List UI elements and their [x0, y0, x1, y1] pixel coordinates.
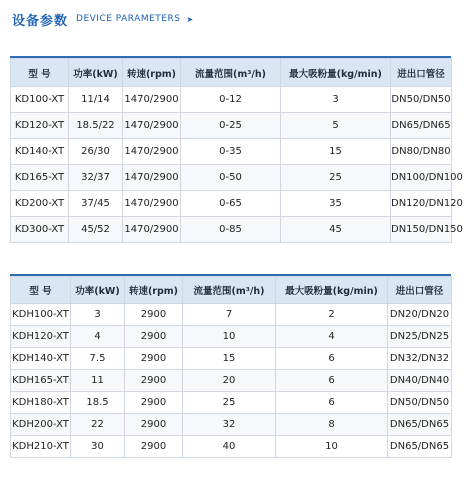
table-cell: 35: [281, 191, 391, 217]
table-cell: 2: [276, 304, 388, 326]
table-cell: 1470/2900: [123, 139, 181, 165]
table-cell: 0-35: [181, 139, 281, 165]
table-cell: KDH210-XT: [11, 436, 71, 458]
table-cell: KDH165-XT: [11, 370, 71, 392]
table-cell: 0-50: [181, 165, 281, 191]
table-cell: 4: [276, 326, 388, 348]
column-header: 最大吸粉量(kg/min): [276, 277, 388, 304]
column-header: 最大吸粉量(kg/min): [281, 59, 391, 87]
table-cell: 0-85: [181, 217, 281, 243]
table-cell: KD200-XT: [11, 191, 69, 217]
table-cell: 6: [276, 370, 388, 392]
table-cell: 7: [183, 304, 276, 326]
table-cell: KDH180-XT: [11, 392, 71, 414]
heading-en: DEVICE PARAMETERS: [76, 14, 181, 24]
table-cell: DN25/DN25: [388, 326, 452, 348]
table-row: [11, 87, 452, 113]
column-header: 进出口管径: [391, 59, 452, 87]
table-cell: 32/37: [69, 165, 123, 191]
params-table-kd: [10, 58, 463, 243]
table-row: [11, 304, 452, 326]
table-cell: DN20/DN20: [388, 304, 452, 326]
table-cell: KD120-XT: [11, 113, 69, 139]
table-cell: 11/14: [69, 87, 123, 113]
table-cell: 20: [183, 370, 276, 392]
table-cell: 2900: [125, 392, 183, 414]
table-cell: 25: [183, 392, 276, 414]
table-cell: 40: [183, 436, 276, 458]
table-cell: 7.5: [71, 348, 125, 370]
table-cell: DN65/DN65: [388, 414, 452, 436]
table-row: [11, 414, 452, 436]
table-cell: 37/45: [69, 191, 123, 217]
table-row: [11, 370, 452, 392]
table-cell: 2900: [125, 436, 183, 458]
table-cell: DN40/DN40: [388, 370, 452, 392]
column-header: 功率(kW): [69, 59, 123, 87]
table-cell: KDH200-XT: [11, 414, 71, 436]
column-header: 流量范围(m³/h): [183, 277, 276, 304]
table-cell: DN120/DN120: [391, 191, 452, 217]
table-cell: 15: [183, 348, 276, 370]
table-cell: 18.5/22: [69, 113, 123, 139]
section-heading: [12, 8, 193, 30]
table-header-row: [11, 59, 452, 87]
table-cell: DN50/DN50: [388, 392, 452, 414]
table-cell: 3: [71, 304, 125, 326]
table-cell: 18.5: [71, 392, 125, 414]
table-cell: DN32/DN32: [388, 348, 452, 370]
table-cell: 25: [281, 165, 391, 191]
params-table-kdh: [10, 276, 452, 458]
table-cell: 2900: [125, 304, 183, 326]
table-cell: 6: [276, 392, 388, 414]
table-header-row: [11, 277, 452, 304]
column-header: 功率(kW): [71, 277, 125, 304]
table-cell: 11: [71, 370, 125, 392]
table-row: [11, 217, 452, 243]
table-cell: KD300-XT: [11, 217, 69, 243]
table-cell: DN80/DN80: [391, 139, 452, 165]
table-cell: 3: [281, 87, 391, 113]
table-cell: 1470/2900: [123, 87, 181, 113]
column-header: 进出口管径: [388, 277, 452, 304]
column-header: 转速(rpm): [123, 59, 181, 87]
table-cell: 15: [281, 139, 391, 165]
table-cell: 0-12: [181, 87, 281, 113]
table-cell: 1470/2900: [123, 191, 181, 217]
table-cell: DN65/DN65: [391, 113, 452, 139]
table-row: [11, 165, 452, 191]
table-cell: DN50/DN50: [391, 87, 452, 113]
table-cell: 22: [71, 414, 125, 436]
table-cell: 2900: [125, 370, 183, 392]
table-cell: KDH120-XT: [11, 326, 71, 348]
table-cell: KD100-XT: [11, 87, 69, 113]
table-cell: KD140-XT: [11, 139, 69, 165]
table-cell: DN65/DN65: [388, 436, 452, 458]
table-cell: 2900: [125, 348, 183, 370]
column-header: 流量范围(m³/h): [181, 59, 281, 87]
table-cell: KD165-XT: [11, 165, 69, 191]
table-cell: KDH100-XT: [11, 304, 71, 326]
table-row: [11, 436, 452, 458]
table-cell: 10: [276, 436, 388, 458]
table-cell: DN100/DN100: [391, 165, 452, 191]
table-cell: 45: [281, 217, 391, 243]
table-cell: 1470/2900: [123, 165, 181, 191]
heading-cn: 设备参数: [12, 13, 69, 29]
table-cell: 1470/2900: [123, 217, 181, 243]
table-cell: 8: [276, 414, 388, 436]
table-row: [11, 139, 452, 165]
table-row: [11, 392, 452, 414]
arrow-right-icon: ➤: [186, 14, 194, 24]
table-cell: 4: [71, 326, 125, 348]
table-cell: 30: [71, 436, 125, 458]
table-cell: 32: [183, 414, 276, 436]
table-cell: 10: [183, 326, 276, 348]
column-header: 转速(rpm): [125, 277, 183, 304]
table-cell: DN150/DN150: [391, 217, 452, 243]
table-cell: 2900: [125, 326, 183, 348]
table-cell: KDH140-XT: [11, 348, 71, 370]
table-cell: 2900: [125, 414, 183, 436]
table-row: [11, 326, 452, 348]
table-cell: 6: [276, 348, 388, 370]
table-cell: 26/30: [69, 139, 123, 165]
table-cell: 5: [281, 113, 391, 139]
table-cell: 45/52: [69, 217, 123, 243]
table-row: [11, 348, 452, 370]
column-header: 型 号: [11, 59, 69, 87]
table-cell: 1470/2900: [123, 113, 181, 139]
table-row: [11, 113, 452, 139]
table-cell: 0-65: [181, 191, 281, 217]
table-cell: 0-25: [181, 113, 281, 139]
column-header: 型 号: [11, 277, 71, 304]
table-row: [11, 191, 452, 217]
